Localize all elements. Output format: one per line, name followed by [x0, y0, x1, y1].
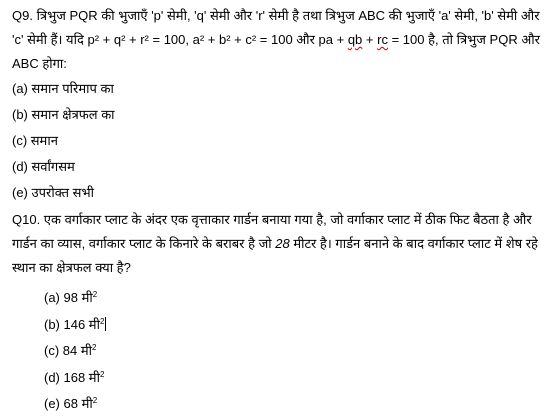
question-10-options [44, 282, 550, 415]
question-10-part1: Q10. एक वर्गाकार प्लाट के अंदर एक वृत्ताकार गार्डन बनाया गया है, जो वर्गाकार प्लाट में ठीक फिट बैठता है और गार्डन का व्यास, वर्गाकार प्लाट के किनारे के बराबर है जो [12, 212, 532, 251]
question-9-text [12, 4, 550, 76]
spellcheck-word-rc: rc [377, 32, 388, 47]
question-9-mid: + [362, 32, 378, 47]
q9-option-d: (d) सर्वांगसम [12, 159, 75, 174]
question-10-number: 28 [275, 236, 290, 251]
q10-option-e: (e) 68 मी$^2$ [44, 396, 98, 411]
question-9-part1: Q9. त्रिभुज PQR की भुजाएँ 'p' सेमी, 'q' सेमी और 'r' सेमी है तथा त्रिभुज ABC की भुजाएँ 'a' सेमी, 'b' सेमी और 'c' सेमी हैं। यदि p² + q² + r² = 100, a² + b² + c² = 100 और pa + [12, 8, 540, 47]
q10-option-d: (d) 168 मी$^2$ [44, 369, 105, 385]
text-cursor [105, 317, 106, 331]
question-10-part2: मीटर है। गार्डन बनाने के बाद वर्गाकार प्लाट में शेष रहे स्थान का क्षेत्रफल क्या है? [12, 236, 538, 275]
question-9-part2: = 100 है, तो त्रिभुज PQR और ABC होगा: [12, 32, 540, 71]
q9-option-e: (e) उपरोक्त सभी [12, 185, 94, 200]
q10-option-a: (a) 98 मी$^2$ [44, 290, 98, 305]
q10-option-b: (b) 146 मी$^2$ [44, 316, 105, 332]
question-10-text [12, 208, 550, 280]
q9-option-c: (c) समान [12, 133, 58, 148]
q9-option-b: (b) समान क्षेत्रफल का [12, 107, 115, 122]
q9-option-a: (a) समान परिमाप का [12, 81, 114, 96]
q10-option-c: (c) 84 मी$^2$ [44, 343, 97, 358]
spellcheck-word-qb: qb [347, 32, 363, 47]
question-9-options [12, 76, 550, 206]
